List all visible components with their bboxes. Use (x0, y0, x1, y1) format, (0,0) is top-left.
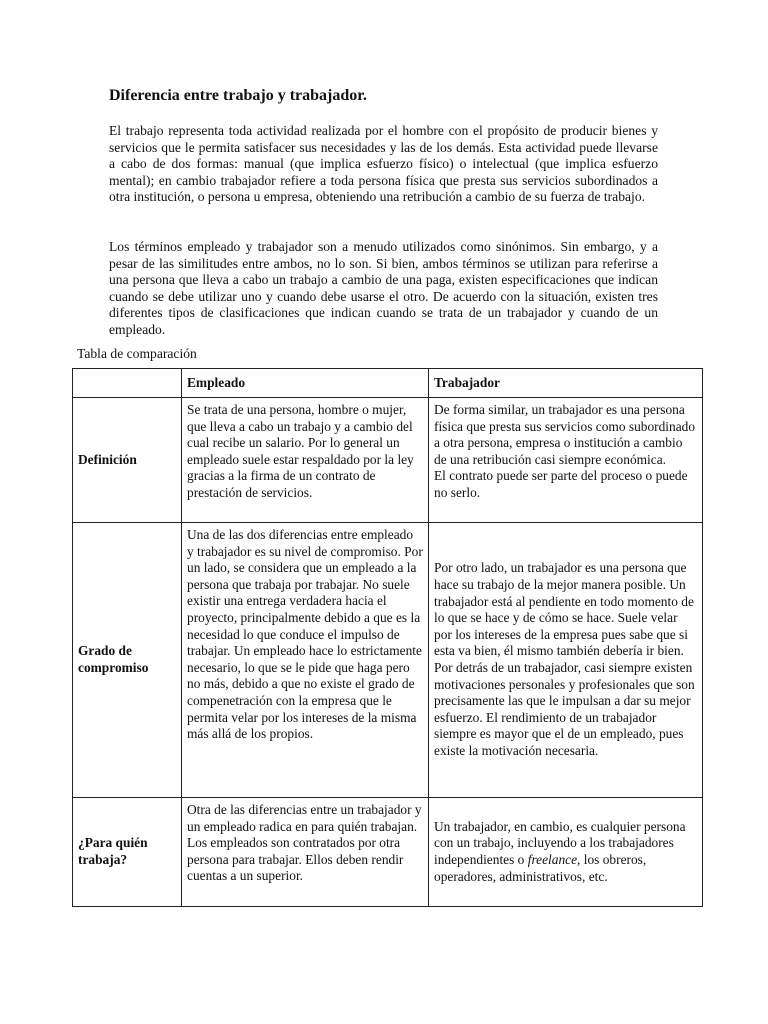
table-row-para-quien (73, 798, 703, 907)
paragraph-1: El trabajo representa toda actividad realizada por el hombre con el propósito de producir bienes y servicios que le permita satisfacer sus necesidades y las de los demás. Esta actividad puede llevarse a cabo de dos formas: manual (que implica esfuerzo físico) o intelectual (que implica esfuerzo mental); en cambio trabajador refiere a toda persona física que presta sus servicios subordinados a otra institución, o persona u empresa, obteniendo una retribución a cambio de su fuerza de trabajo. (109, 123, 658, 205)
row-label-compromiso: Grado de compromiso (73, 523, 182, 798)
cell-trabajador-definicion (429, 398, 703, 523)
cell-trabajador-compromiso: Por otro lado, un trabajador es una persona que hace su trabajo de la mejor manera posible. Un trabajador está al pendiente en todo momento de lo que se hace y de cómo se hace. Suele velar por los intereses de la empresa pues sabe que si esta va bien, él mismo también debería ir bien. Por detrás de un trabajador, casi siempre existen motivaciones personales y profesionales que son precisamente las que le impulsan a dar su mejor esfuerzo. El rendimiento de un trabajador siempre es mayor que el de un empleado, pues existe la motivación necesaria. (429, 523, 703, 798)
cell-trabajador-para-quien (429, 798, 703, 907)
document-title: Diferencia entre trabajo y trabajador. (109, 87, 367, 104)
cell-trabajador-para-quien-rest: , los obreros, operadores, administrativos, etc. (434, 852, 647, 884)
cell-trabajador-para-quien-text: Un trabajador, en cambio, es cualquier persona con un trabajo, incluyendo a los trabajadores independientes o (434, 818, 686, 867)
table-caption: Tabla de comparación (77, 346, 197, 361)
freelance-term: freelance (527, 852, 578, 867)
header-empty (73, 369, 182, 398)
paragraph-2: Los términos empleado y trabajador son a menudo utilizados como sinónimos. Sin embargo, y a pesar de las similitudes entre ambos, no lo son. Si bien, ambos términos se utilizan para referirse a una persona que lleva a cabo un trabajo a cambio de una paga, existen especificaciones que indican cuando se debe utilizar uno y cuando debe usarse el otro. De acuerdo con la situación, existen tres diferentes tipos de clasificaciones que indican cuando se trata de un trabajador y cuando de un empleado. (109, 239, 658, 337)
row-label-para-quien: ¿Para quién trabaja? (73, 798, 182, 907)
cell-empleado-para-quien: Otra de las diferencias entre un trabajador y un empleado radica en para quién trabajan. Los empleados son contratados por otra persona para trabajar. Ellos deben rendir cuentas a un superior. (182, 798, 429, 907)
table-header-row (73, 369, 703, 398)
cell-trabajador-definicion-text: De forma similar, un trabajador es una persona física que presta sus servicios como subordinado a otra persona, empresa o institución a cambio de una retribución casi siempre económica. (434, 402, 696, 467)
comparison-table (72, 368, 703, 907)
table-row-compromiso (73, 523, 703, 798)
header-trabajador: Trabajador (429, 369, 703, 398)
cell-trabajador-definicion-contrato: El contrato puede ser parte del proceso o puede no serlo. (434, 468, 688, 500)
row-label-definicion: Definición (73, 398, 182, 523)
cell-empleado-definicion: Se trata de una persona, hombre o mujer, que lleva a cabo un trabajo y a cambio del cual recibe un salario. Por lo general un empleado suele estar respaldado por la ley gracias a la firma de un contrato de prestación de servicios. (182, 398, 429, 523)
cell-empleado-compromiso: Una de las dos diferencias entre empleado y trabajador es su nivel de compromiso. Por un lado, se considera que un empleado a la persona que trabaja por trabajar. No suele existir una entrega verdadera hacia el proyecto, principalmente debido a que es la necesidad lo que conduce el impulso de trabajar. Un empleado hace lo estrictamente necesario, lo que se le pide que haga pero no más, debido a que no existe el grado de compenetración con la empresa que le permita velar por los intereses de la misma más allá de los propios. (182, 523, 429, 798)
table-row-definicion (73, 398, 703, 523)
header-empleado: Empleado (182, 369, 429, 398)
